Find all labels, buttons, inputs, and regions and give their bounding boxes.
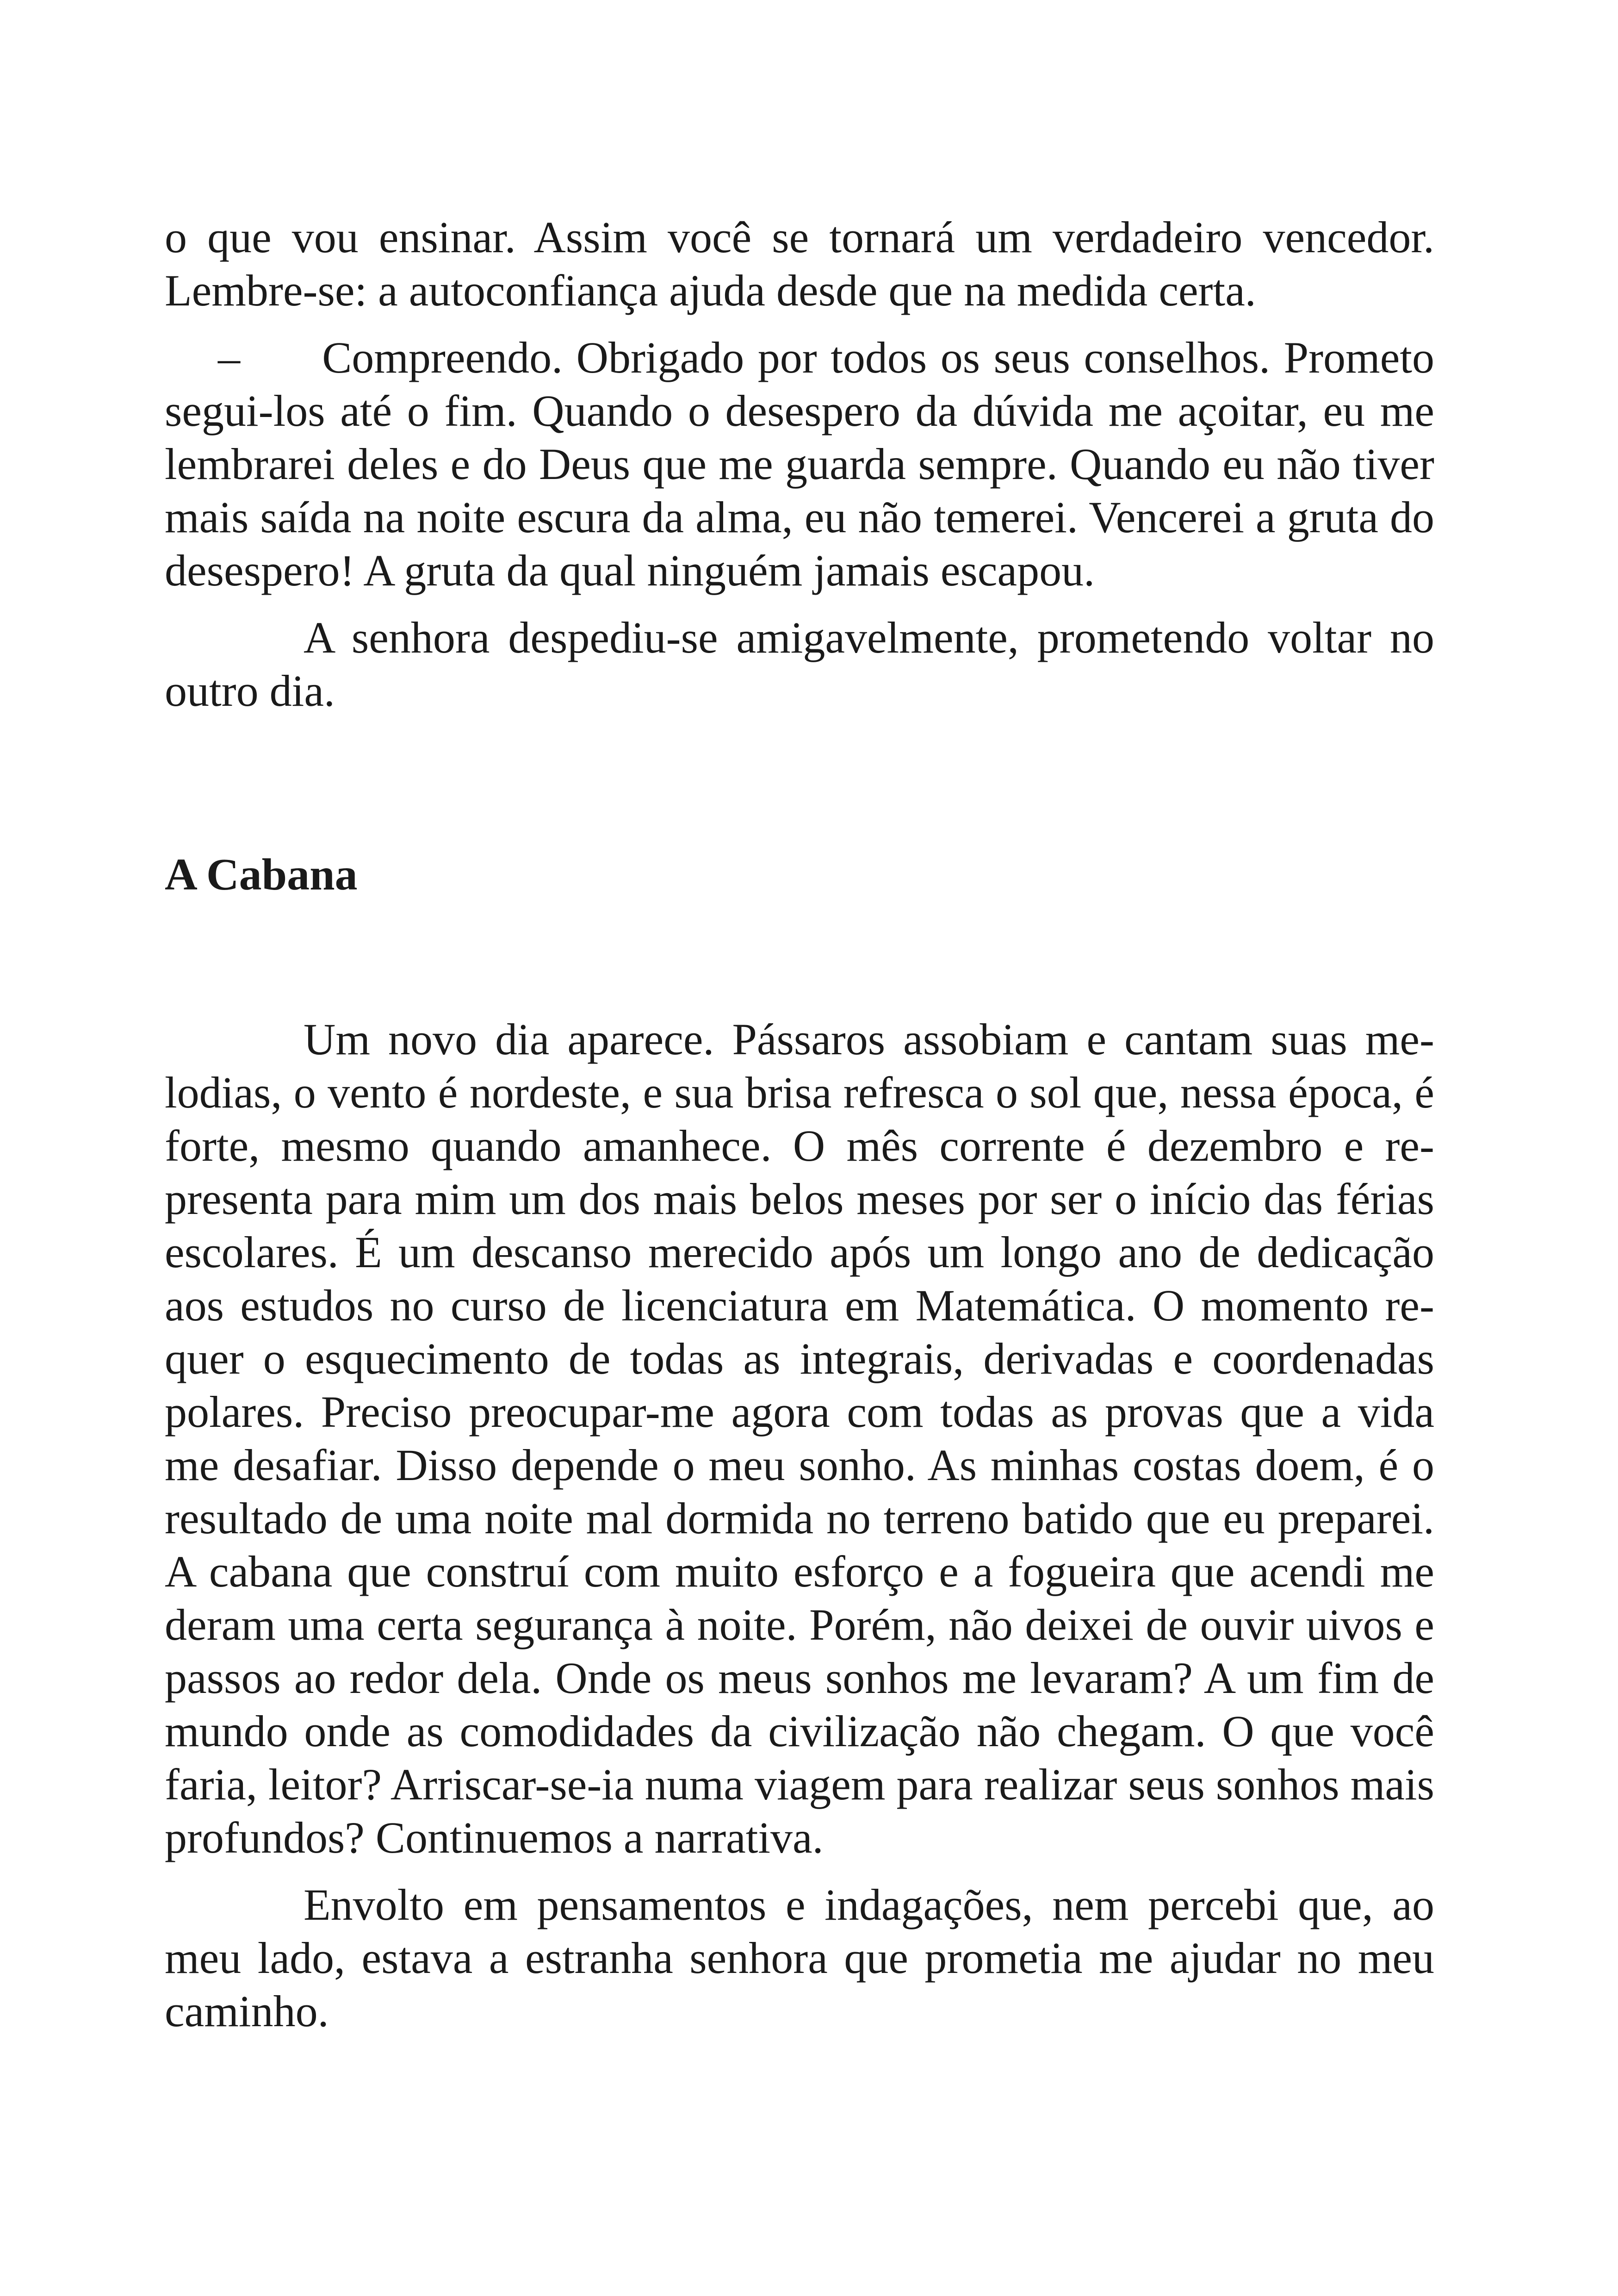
section-before-heading [165, 211, 1434, 717]
section-after-heading [165, 1013, 1434, 2038]
paragraph-thoughts: Envolto em pensamentos e indagações, nem percebi que, ao meu lado, estava a estranha senhora que prometia me ajudar no meu caminho. [165, 1880, 1434, 2036]
paragraph-new-day: Um novo dia aparece. Pássaros assobiam e cantam suas melodias, o vento é nordeste, e sua brisa refresca o sol que, nessa época, é forte, mesmo quando amanhece. O mês corrente é dezembro e representa para mim um dos mais belos meses por ser o início das férias escolares. É um descanso merecido após um longo ano de dedicação aos estudos no curso de licenciatura em Matemática. O momento requer o esquecimento de todas as integrais, derivadas e coordenadas polares. Preciso preocupar-me agora com todas as provas que a vida me desafiar. Disso depende o meu sonho. As minhas costas doem, é o resultado de uma noite mal dormida no terreno batido que eu preparei. A cabana que construí com muito esforço e a fogueira que acendi me deram uma certa segurança à noite. Porém, não deixei de ouvir uivos e passos ao redor dela. Onde os meus sonhos me levaram? A um fim de mundo onde as comodidades da civilização não chegam. O que você faria, leitor? Arriscar-se-ia numa viagem para realizar seus sonhos mais profundos? Continuemos a narrativa. [165, 1014, 1434, 1862]
paragraph-farewell: A senhora despediu-se amigavelmente, prometendo voltar no outro dia. [165, 613, 1434, 716]
paragraph-continuation: o que vou ensinar. Assim você se tornará um verdadeiro vencedor. Lembre-se: a autoconfiança ajuda desde que na medida certa. [165, 212, 1434, 315]
paragraph-dialogue: – Compreendo. Obrigado por todos os seus conselhos. Prometo segui-los até o fim. Quando o desespero da dúvida me açoitar, eu me lembrarei deles e do Deus que me guarda sempre. Quando eu não tiver mais saída na noite escura da alma, eu não temerei. Vencerei a gruta do desespero! A gruta da qual ninguém jamais escapou. [165, 333, 1434, 595]
chapter-heading: A Cabana [165, 850, 358, 900]
